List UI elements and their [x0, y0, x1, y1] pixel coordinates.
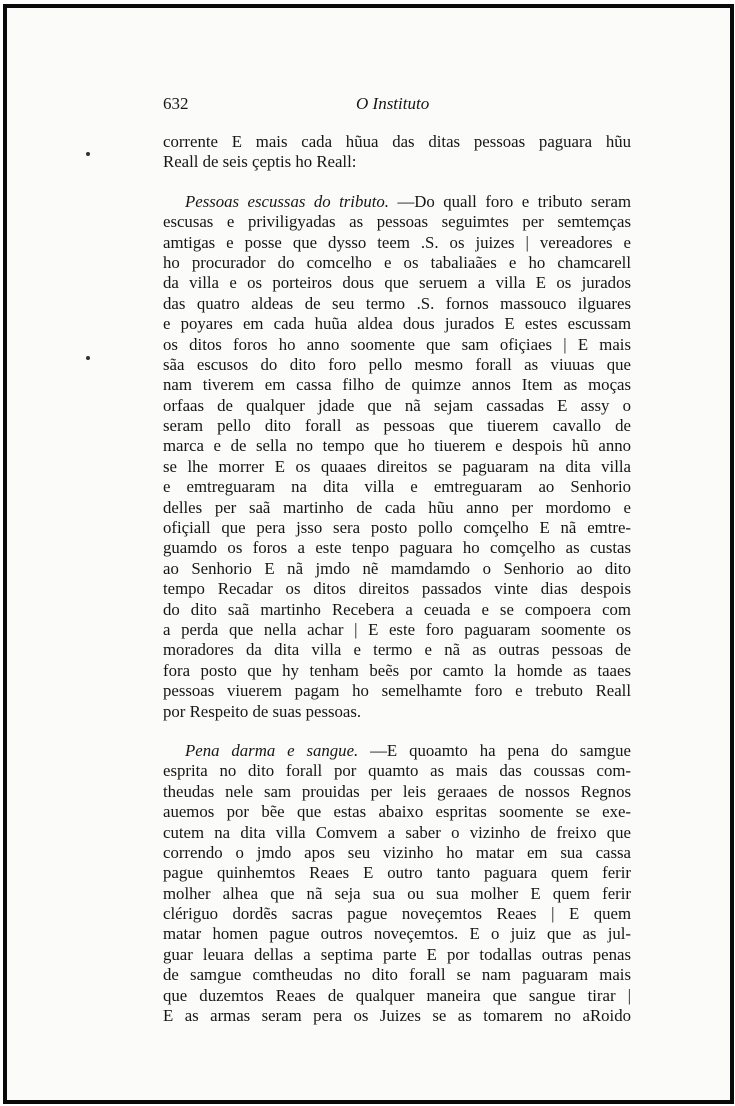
paragraph-pena-darma	[163, 741, 631, 1026]
section-heading: Pena darma e sangue.	[185, 740, 359, 760]
text-line: guamdo os foros a este tenpo paguara ho comçelho as custas	[163, 538, 631, 558]
text-line: orfaas de qualquer jdade que nã sejam cassadas E assy o	[163, 395, 631, 415]
text-line	[163, 741, 631, 761]
section-heading: Pessoas escussas do tributo.	[185, 191, 389, 211]
text-line: moradores da dita villa e termo e nã as outras pessoas de	[163, 640, 631, 660]
page-body	[163, 132, 631, 1026]
text-line-rest: —Do quall foro e tributo seram	[397, 191, 631, 211]
text-line: das quatro aldeas de seu termo .S. fornos massouco ilguares	[163, 293, 631, 313]
paragraph-pessoas-escussas	[163, 192, 631, 722]
text-line: delles per saã martinho de cada hũu anno per mordomo e	[163, 497, 631, 517]
text-line: fora posto que hy tenham beẽs por camto la homde as taaes	[163, 660, 631, 680]
text-line: cutem na dita villa Comvem a saber o vizinho de freixo que	[163, 822, 631, 842]
text-line	[163, 192, 631, 212]
text-line: a perda que nella achar | E este foro paguaram soomente os	[163, 619, 631, 639]
text-line: que duzemtos Reaes de qualquer maneira que sangue tirar |	[163, 985, 631, 1005]
text-line: ho procurador do comcelho e os tabaliaães e ho chamcarell	[163, 252, 631, 272]
margin-speck	[86, 152, 90, 156]
text-line: e emtreguaram na dita villa e emtreguaram ao Senhorio	[163, 477, 631, 497]
text-line: marca e de sella no tempo que ho tiuerem e despois hũ anno	[163, 436, 631, 456]
text-line: de samgue comtheudas no dito forall se nam paguaram mais	[163, 965, 631, 985]
text-line: sãa escusos do dito foro pello mesmo forall as viuuas que	[163, 354, 631, 374]
text-line: escusas e priviligyadas as pessoas seguimtes per semtemças	[163, 212, 631, 232]
text-line: nam tiverem em cassa filho de quimze annos Item as moças	[163, 375, 631, 395]
text-line: molher alhea que nã seja sua ou sua molher E quem ferir	[163, 883, 631, 903]
text-line: corrente E mais cada hũua das ditas pessoas paguara hũu	[163, 132, 631, 151]
text-line: ofiçiall que pera jsso sera posto pollo comçelho E nã emtre-	[163, 518, 631, 538]
paragraph-intro	[163, 132, 631, 173]
text-line: auemos por bẽe que estas abaixo espritas soomente se exe-	[163, 802, 631, 822]
text-line: da villa e os porteiros dous que seruem a villa E os jurados	[163, 273, 631, 293]
text-line: amtigas e posse que dysso teem .S. os juizes | vereadores e	[163, 232, 631, 252]
text-line: esprita no dito forall por quamto as mais das coussas com-	[163, 761, 631, 781]
text-line: matar homen pague outros noveçemtos. E o juiz que as jul-	[163, 924, 631, 944]
text-line: tempo Recadar os ditos direitos passados vinte dias despois	[163, 579, 631, 599]
text-line: pessoas viuerem pagam ho semelhamte foro e trebuto Reall	[163, 681, 631, 701]
text-line: se lhe morrer E os quaaes direitos se paguaram na dita villa	[163, 456, 631, 476]
text-line: por Respeito de suas pessoas.	[163, 701, 362, 721]
text-line: correndo o jmdo apos seu vizinho ho matar em sua cassa	[163, 842, 631, 862]
text-line: guar leuara dellas a septima parte E por todallas outras penas	[163, 944, 631, 964]
text-line: clériguo dordẽs sacras pague noveçemtos Reaes | E quem	[163, 904, 631, 924]
text-line: theudas nele sam prouidas per leis geraaes de nossos Regnos	[163, 781, 631, 801]
text-line: seram pello dito forall as pessoas que tiuerem cavallo de	[163, 416, 631, 436]
text-line: e poyares em cada huũa aldea dous jurados E estes escussam	[163, 314, 631, 334]
text-line: do dito saã martinho Recebera a ceuada e se compoera com	[163, 599, 631, 619]
text-line: pague quinhemtos Reaes E outro tanto paguara quem ferir	[163, 863, 631, 883]
text-line: ao Senhorio E nã jmdo nẽ mamdamdo o Senhorio ao dito	[163, 558, 631, 578]
running-title: O Instituto	[356, 94, 430, 113]
text-line: Reall de seis çeptis ho Reall:	[163, 152, 357, 172]
page-number: 632	[163, 94, 189, 113]
text-line-rest: —E quoamto ha pena do samgue	[370, 740, 631, 760]
margin-speck	[86, 356, 90, 360]
text-line: os ditos foros ho anno soomente que sam ofiçiaes | E mais	[163, 334, 631, 354]
text-line: E as armas seram pera os Juizes se as tomarem no aRoido	[163, 1006, 631, 1026]
page-header	[163, 94, 633, 116]
